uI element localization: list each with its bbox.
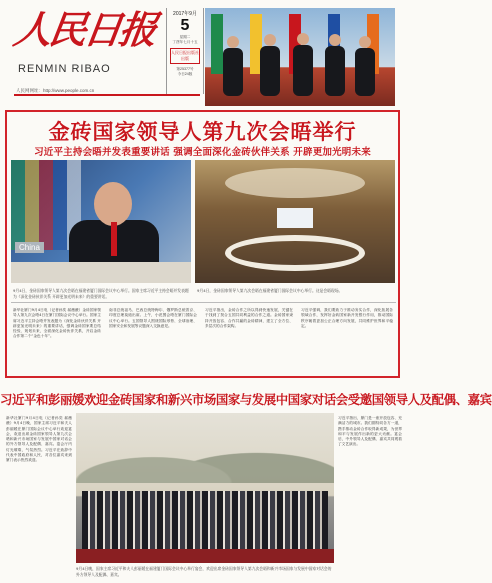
lead-headline[interactable]: 金砖国家领导人第九次会晤举行 [48, 119, 357, 144]
issue-pages: 今日24版 [177, 72, 193, 76]
xi-speech-photo [11, 160, 191, 283]
photo-caption-left: 9月4日，金砖国家领导人第九次会晤在福建省厦门国际会议中心举行。国家主席习近平主持会晤并发表题为《深化金砖伙伴关系 开辟更加光明未来》的重要讲话。 [13, 288, 189, 299]
country-nameplate: China [15, 242, 44, 253]
red-carpet [76, 549, 334, 563]
issue-lunar: 丁酉年七月十五 [172, 40, 198, 44]
date-box [166, 8, 204, 94]
article-column: 习近平强调，我们要致力于推动务实合作，深化拓展各领域合作，发挥好金砖国家新开发银行作用，推动国际秩序朝着更加公正合理方向发展，共同维护世界和平稳定。 [301, 308, 393, 328]
speaker-tie [111, 222, 117, 256]
masthead-romanized: RENMIN RIBAO [18, 63, 111, 75]
leaders-photo-art [205, 8, 395, 106]
publisher-box: 人民日报出版社出版 [170, 48, 200, 64]
banquet-caption: 9月4日晚，国家主席习近平和夫人彭丽媛在福建厦门国际会议中心举行宴会，欢迎出席金砖国家领导人第九次会晤和新兴市场国家与发展中国家对话会的外方领导人及配偶、嘉宾。 [76, 566, 332, 577]
article-column: 南非总统祖马、巴西总统特梅尔、俄罗斯总统普京、印度总理莫迪出席。上午，小范围会晤在厦门国际会议中心举行。五国领导人围绕国际形势、全球治理、国家安全和发展等议题深入交换意见。 [109, 308, 197, 328]
issue-day: 5 [180, 17, 190, 34]
guests-row [82, 491, 328, 551]
round-table [225, 235, 365, 271]
photo-caption-right: 9月4日，金砖国家领导人第九次会晤在福建省厦门国际会议中心举行。这是会晤现场。 [197, 288, 343, 293]
ceiling-light [225, 168, 365, 198]
article-column: 习近平指出，金砖合作之所以得到快速发展，关键在于找到了契合五国共同利益的合作之道。金砖国家秉持开放包容、合作共赢的金砖精神，建立了全方位、多层次的合作架构。 [205, 308, 293, 328]
issue-year-month: 2017年9月 [173, 11, 197, 17]
newspaper-logo: 人民日报 [10, 7, 158, 52]
issue-weekday: 星期二 [179, 35, 191, 39]
landscape-painting [76, 423, 334, 483]
article-column: 习近平指出，厦门是一座开放包容、充满活力的城市。我们期待同各方一道，携手推动金砖合作取得新成果，为世界和平与发展作出新的更大贡献。宴会后，中外领导人及配偶、嘉宾共同观看了文艺演出。 [338, 416, 402, 447]
article-column: 新华社厦门9月4日电（记者孙奕 郝薇薇）9月4日晚，国家主席习近平和夫人彭丽媛在厦门国际会议中心举行欢迎宴会，欢迎出席金砖国家领导人第九次会晤和新兴市场国家与发展中国家对话会的外方领导人及配偶、嘉宾。宴会厅内灯光璀璨，气氛热烈。习近平在致辞中代表中国政府和人民，对各位嘉宾来到厦门表示热烈欢迎。 [6, 416, 72, 463]
article-column: 新华社厦门9月4日电（记者孙奕 郝薇薇）金砖国家领导人第九次会晤4日在厦门国际会议中心举行。国家主席习近平主持会晤并发表题为《深化金砖伙伴关系 开辟更加光明未来》的重要讲话，强调金砖国家要总结经验、规划未来，全面深化金砖伙伴关系，开启金砖合作第二个“金色十年”。 [13, 308, 101, 339]
stage-screen [277, 208, 313, 228]
banquet-group-photo [76, 413, 334, 563]
desk [11, 262, 191, 283]
second-headline[interactable]: 习近平和彭丽媛欢迎金砖国家和新兴市场国家与发展中国家对话会受邀国领导人及配偶、嘉宾 [0, 392, 492, 407]
masthead-divider [14, 94, 200, 96]
web-url: 人民网网址：http://www.people.com.cn [16, 88, 95, 93]
lead-subhead: 习近平主持会晤并发表重要讲话 强调全面深化金砖伙伴关系 开辟更加光明未来 [34, 147, 371, 158]
leaders-group-photo [205, 8, 395, 106]
lead-story [5, 110, 400, 378]
meeting-hall-photo [195, 160, 395, 283]
caption-rule [11, 302, 396, 303]
speaker-head [94, 182, 132, 226]
issue-serial: 第25377号 [176, 67, 194, 71]
flag-icon [211, 14, 223, 74]
